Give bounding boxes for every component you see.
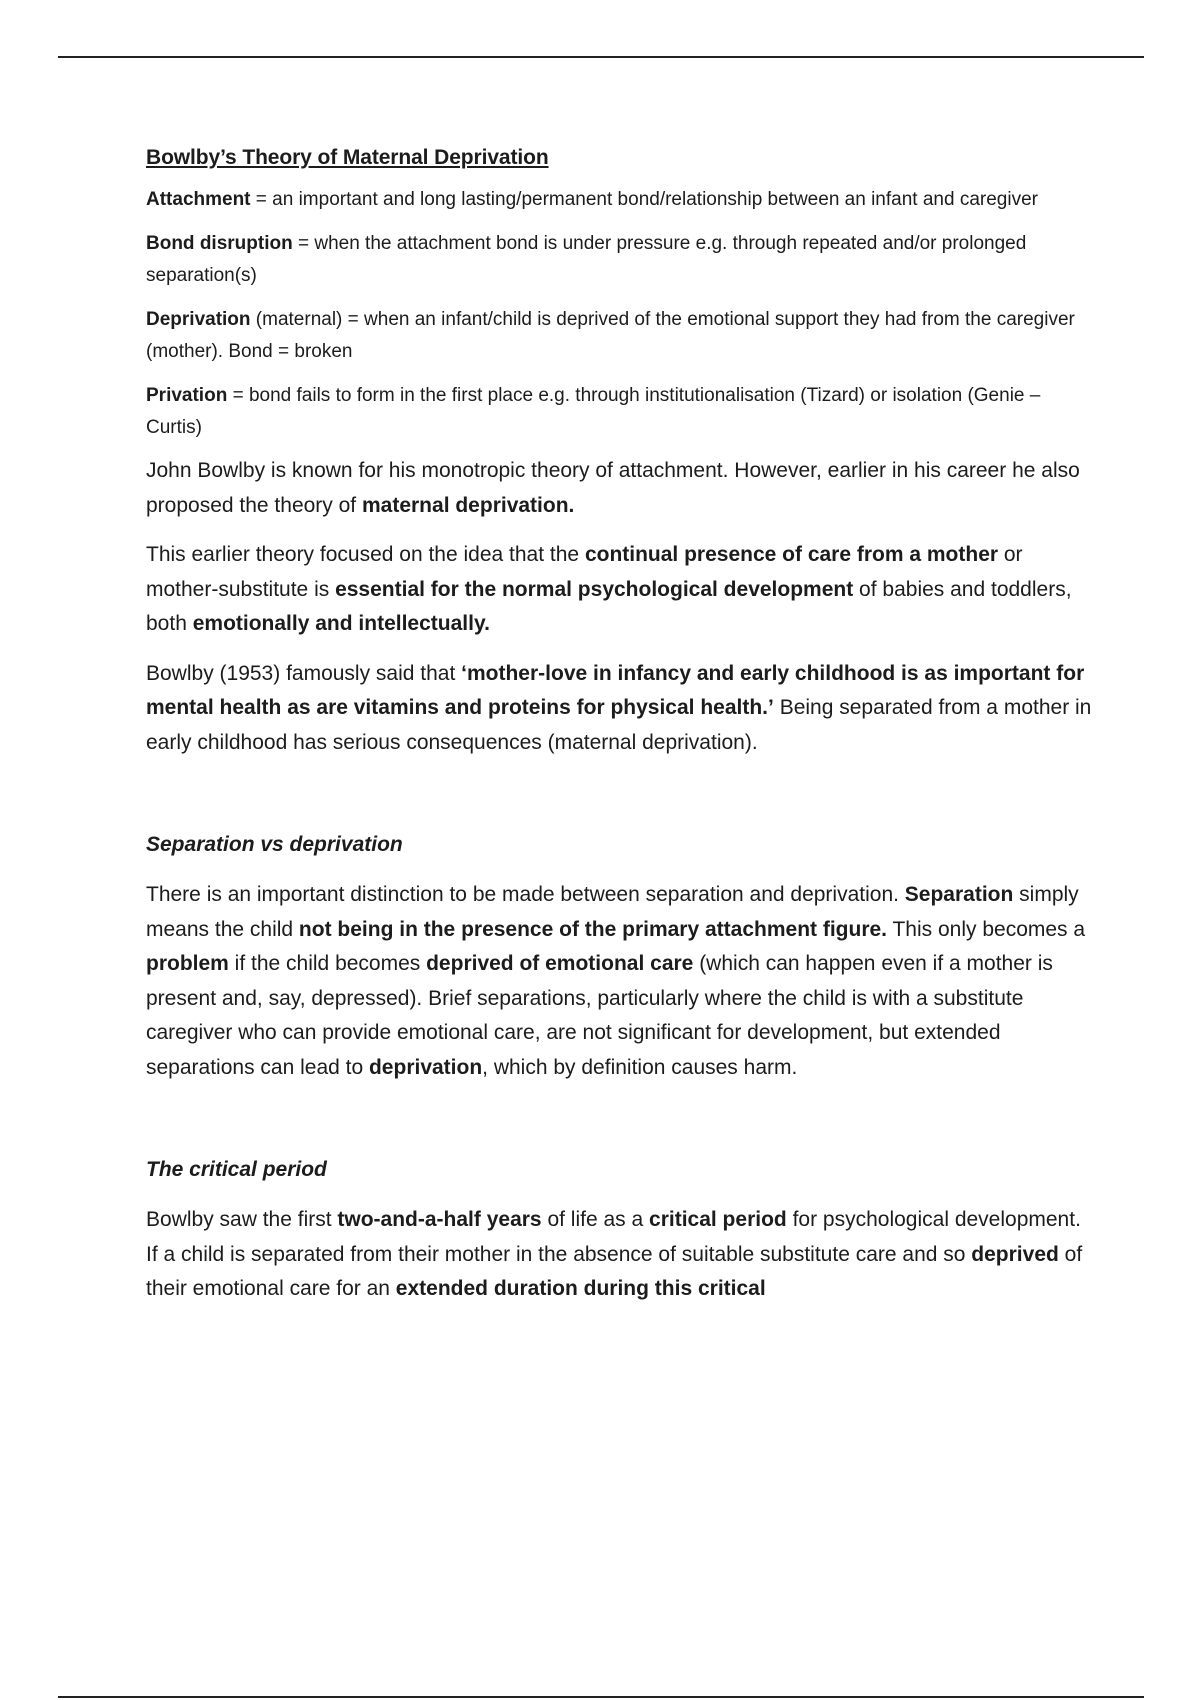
definition-text: = an important and long lasting/permanent bond/relationship between an infant and caregiver (250, 189, 1038, 210)
text-run: (which can happen even if a mother is present and, say, depressed). Brief separations, particularly where the child is with a substitute caregiver who can provide emotional care, are not significant for development, but extended separations can lead to (146, 952, 1053, 1079)
text-run: This only becomes a (887, 917, 1086, 941)
text-run: , which by definition causes harm. (482, 1055, 798, 1079)
definition-term: Attachment (146, 189, 251, 210)
text-run: Bowlby saw the first (146, 1208, 338, 1231)
intro-paragraph-1 (146, 454, 1094, 523)
definition-text: = when the attachment bond is under pressure e.g. through repeated and/or prolonged separation(s) (146, 233, 1027, 286)
definition-term: Bond disruption (146, 233, 293, 254)
text-run: Bowlby (1953) famously said that (146, 661, 462, 685)
bold-run: emotionally and intellectually. (192, 612, 490, 635)
text-run: for psychological development. If a child is separated from their mother in the absence of suitable substitute care and so (146, 1208, 1081, 1266)
text-run: of life as a (541, 1208, 650, 1231)
intro-paragraph-3 (146, 657, 1094, 761)
section-heading-critical-period: The critical period (146, 1158, 327, 1181)
bold-run: essential for the normal psychological development (335, 577, 854, 601)
bold-run: deprived of emotional care (426, 952, 694, 975)
text-run: There is an important distinction to be made between separation and deprivation. (146, 883, 905, 906)
bold-run: extended duration during this critical (395, 1277, 766, 1300)
definition-deprivation (146, 304, 1094, 368)
footer-rule (58, 1696, 1144, 1698)
text-run: of their emotional care for an (146, 1242, 1083, 1300)
text-run: John Bowlby is known for his monotropic theory of attachment. However, earlier in his career he also proposed the theory of (146, 459, 1080, 517)
bold-run: not being in the presence of the primary attachment figure. (298, 917, 888, 941)
header-rule (58, 56, 1144, 58)
bold-run: deprivation (368, 1055, 483, 1079)
text-run: of babies and toddlers, both (146, 577, 1072, 635)
quote-bold-run: ‘mother-love in infancy and early childhood is as important for mental health as are vitamins and proteins for physical health.’ (146, 661, 1085, 719)
bold-run: critical period (649, 1208, 787, 1231)
text-run: if the child becomes (228, 952, 427, 975)
definition-bond-disruption (146, 228, 1094, 292)
bold-run: continual presence of care from a mother (584, 543, 999, 566)
text-run: Being separated from a mother in early childhood has serious consequences (maternal deprivation). (146, 696, 1092, 754)
bold-run: maternal deprivation. (361, 493, 575, 517)
separation-paragraph (146, 878, 1094, 1085)
page-title: Bowlby’s Theory of Maternal Deprivation (146, 146, 549, 169)
definition-privation (146, 380, 1094, 444)
definition-attachment (146, 184, 1094, 216)
section-heading-separation: Separation vs deprivation (146, 833, 403, 856)
bold-run: two-and-a-half years (337, 1208, 542, 1231)
critical-period-paragraph (146, 1203, 1094, 1307)
definition-text: (maternal) = when an infant/child is deprived of the emotional support they had from the caregiver (mother). Bond = broken (146, 309, 1075, 362)
definition-term: Privation (146, 385, 228, 406)
bold-run: deprived (971, 1242, 1059, 1266)
definition-term: Deprivation (146, 309, 251, 330)
text-run: simply means the child (146, 883, 1079, 941)
definition-text: = bond fails to form in the first place e.g. through institutionalisation (Tizard) or isolation (Genie – Curtis) (146, 385, 1041, 438)
document-body (146, 146, 1094, 1322)
bold-run: problem (146, 952, 229, 975)
intro-paragraph-2 (146, 538, 1094, 642)
text-run: or mother-substitute is (146, 543, 1023, 601)
text-run: This earlier theory focused on the idea that the (146, 543, 585, 566)
bold-run: Separation (904, 883, 1014, 906)
